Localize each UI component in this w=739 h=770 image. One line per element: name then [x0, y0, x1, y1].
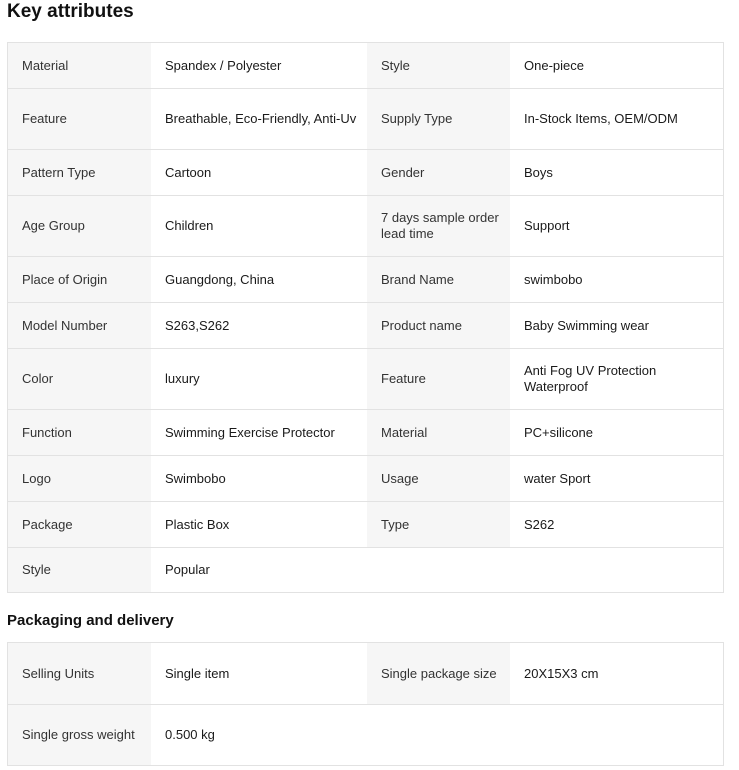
attribute-label: Material — [8, 43, 151, 88]
attribute-row — [8, 195, 723, 256]
attribute-row — [8, 302, 723, 348]
attribute-row — [8, 547, 723, 592]
attribute-label: Supply Type — [367, 89, 510, 149]
attribute-row — [8, 704, 723, 765]
attribute-label: Material — [367, 410, 510, 455]
attribute-value: Spandex / Polyester — [151, 43, 367, 88]
attribute-label: 7 days sample order lead time — [367, 196, 510, 256]
attribute-value: Breathable, Eco-Friendly, Anti-Uv — [151, 89, 367, 149]
empty-cell — [510, 705, 723, 765]
attribute-row — [8, 643, 723, 704]
attribute-row — [8, 149, 723, 195]
attribute-label: Type — [367, 502, 510, 547]
attribute-label: Product name — [367, 303, 510, 348]
attribute-label: Feature — [367, 349, 510, 409]
attribute-value: S262 — [510, 502, 723, 547]
attribute-row — [8, 348, 723, 409]
attribute-value: Popular — [151, 548, 367, 592]
attribute-value: swimbobo — [510, 257, 723, 302]
attribute-value: 20X15X3 cm — [510, 643, 723, 704]
attribute-label: Place of Origin — [8, 257, 151, 302]
key-attributes-title: Key attributes — [7, 1, 134, 22]
attribute-value: S263,S262 — [151, 303, 367, 348]
attribute-label: Style — [367, 43, 510, 88]
empty-cell — [510, 548, 723, 592]
attribute-value: Baby Swimming wear — [510, 303, 723, 348]
attribute-label: Single package size — [367, 643, 510, 704]
attribute-label: Usage — [367, 456, 510, 501]
attribute-label: Age Group — [8, 196, 151, 256]
attribute-row — [8, 88, 723, 149]
attribute-label: Single gross weight — [8, 705, 151, 765]
packaging-delivery-title: Packaging and delivery — [7, 612, 174, 629]
packaging-delivery-table — [7, 642, 724, 766]
attribute-value: Plastic Box — [151, 502, 367, 547]
attribute-value: In-Stock Items, OEM/ODM — [510, 89, 723, 149]
attribute-row — [8, 256, 723, 302]
attribute-row — [8, 501, 723, 547]
attribute-value: 0.500 kg — [151, 705, 367, 765]
attribute-value: One-piece — [510, 43, 723, 88]
attribute-value: Cartoon — [151, 150, 367, 195]
attribute-row — [8, 455, 723, 501]
attribute-value: Children — [151, 196, 367, 256]
attribute-value: water Sport — [510, 456, 723, 501]
attribute-value: Support — [510, 196, 723, 256]
attribute-label: Feature — [8, 89, 151, 149]
key-attributes-table — [7, 42, 724, 593]
attribute-value: luxury — [151, 349, 367, 409]
attribute-label: Package — [8, 502, 151, 547]
attribute-label: Gender — [367, 150, 510, 195]
attribute-label: Brand Name — [367, 257, 510, 302]
attribute-label: Model Number — [8, 303, 151, 348]
attribute-value: Guangdong, China — [151, 257, 367, 302]
attribute-value: Swimming Exercise Protector — [151, 410, 367, 455]
attribute-row — [8, 43, 723, 88]
attribute-value: PC+silicone — [510, 410, 723, 455]
attribute-label: Logo — [8, 456, 151, 501]
attribute-label: Function — [8, 410, 151, 455]
attribute-label: Style — [8, 548, 151, 592]
attribute-value: Swimbobo — [151, 456, 367, 501]
empty-cell — [367, 705, 510, 765]
attribute-label: Selling Units — [8, 643, 151, 704]
attribute-label: Pattern Type — [8, 150, 151, 195]
empty-cell — [367, 548, 510, 592]
attribute-value: Boys — [510, 150, 723, 195]
attribute-label: Color — [8, 349, 151, 409]
attribute-row — [8, 409, 723, 455]
attribute-value: Anti Fog UV Protection Waterproof — [510, 349, 723, 409]
attribute-value: Single item — [151, 643, 367, 704]
